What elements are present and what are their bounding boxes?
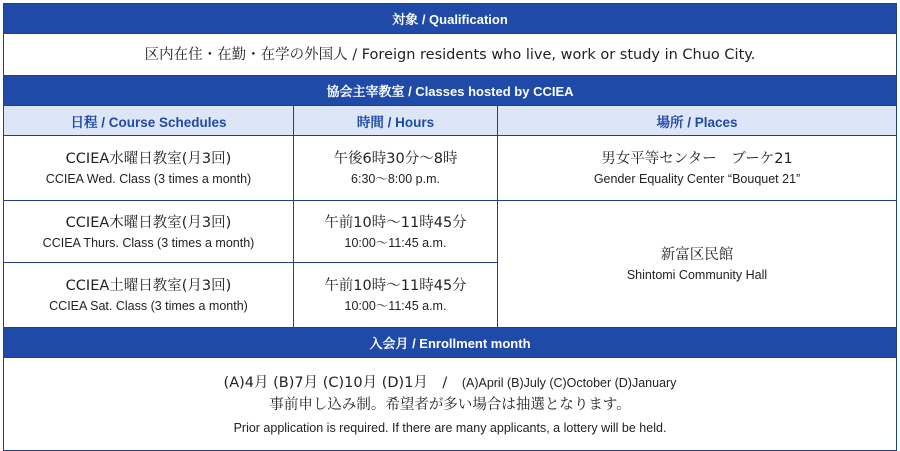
enrollment-header: 入会月 / Enrollment month — [4, 328, 897, 358]
place-jp: 男女平等センター ブーケ21 — [601, 151, 793, 167]
schedule-jp: CCIEA木曜日教室(月3回) — [65, 214, 232, 231]
table-row — [4, 201, 897, 263]
place-en: Gender Equality Center “Bouquet 21” — [593, 172, 801, 186]
enrollment-months-en: (A)April (B)July (C)October (D)January — [461, 375, 677, 390]
schedule-en: CCIEA Sat. Class (3 times a month) — [49, 299, 248, 313]
column-header-schedules: 日程 / Course Schedules — [4, 106, 294, 136]
schedule-en: CCIEA Thurs. Class (3 times a month) — [42, 235, 255, 250]
enrollment-note-en: Prior application is required. If there are many applicants, a lottery will be held. — [233, 420, 667, 435]
hours-cell — [294, 201, 498, 263]
enrollment-info-panel — [3, 3, 896, 435]
schedule-jp: CCIEA水曜日教室(月3回) — [65, 151, 232, 167]
column-header-places: 場所 / Places — [498, 106, 897, 136]
qualification-text — [4, 34, 897, 76]
place-en: Shintomi Community Hall — [626, 268, 768, 282]
schedule-cell — [4, 136, 294, 201]
hours-cell — [294, 136, 498, 201]
hours-jp: 午前10時〜11時45分 — [324, 214, 467, 231]
info-table — [3, 3, 897, 451]
enrollment-months-jp: (A)4月 (B)7月 (C)10月 (D)1月 / — [223, 374, 462, 391]
qualification-header: 対象 / Qualification — [4, 4, 897, 34]
classes-header: 協会主宰教室 / Classes hosted by CCIEA — [4, 76, 897, 106]
table-row — [4, 136, 897, 201]
place-cell — [498, 201, 897, 328]
enrollment-note-jp: 事前申し込み制。希望者が多い場合は抽選となります。 — [269, 396, 631, 413]
hours-jp: 午後6時30分〜8時 — [333, 151, 458, 167]
hours-en: 10:00〜11:45 a.m. — [344, 299, 447, 313]
enrollment-body — [4, 358, 897, 451]
schedule-en: CCIEA Wed. Class (3 times a month) — [45, 172, 252, 186]
schedule-cell — [4, 201, 294, 263]
place-cell — [498, 136, 897, 201]
schedule-jp: CCIEA土曜日教室(月3回) — [65, 278, 232, 294]
hours-jp: 午前10時〜11時45分 — [324, 278, 467, 294]
schedule-cell — [4, 263, 294, 328]
hours-en: 6:30〜8:00 p.m. — [351, 172, 440, 186]
qualification-text-value: 区内在住・在勤・在学の外国人 / Foreign residents who live, work or study in Chuo City. — [144, 46, 756, 63]
hours-cell — [294, 263, 498, 328]
hours-en: 10:00〜11:45 a.m. — [344, 235, 447, 250]
column-header-hours: 時間 / Hours — [294, 106, 498, 136]
enrollment-months — [4, 372, 896, 394]
place-jp: 新富区民館 — [660, 247, 734, 263]
